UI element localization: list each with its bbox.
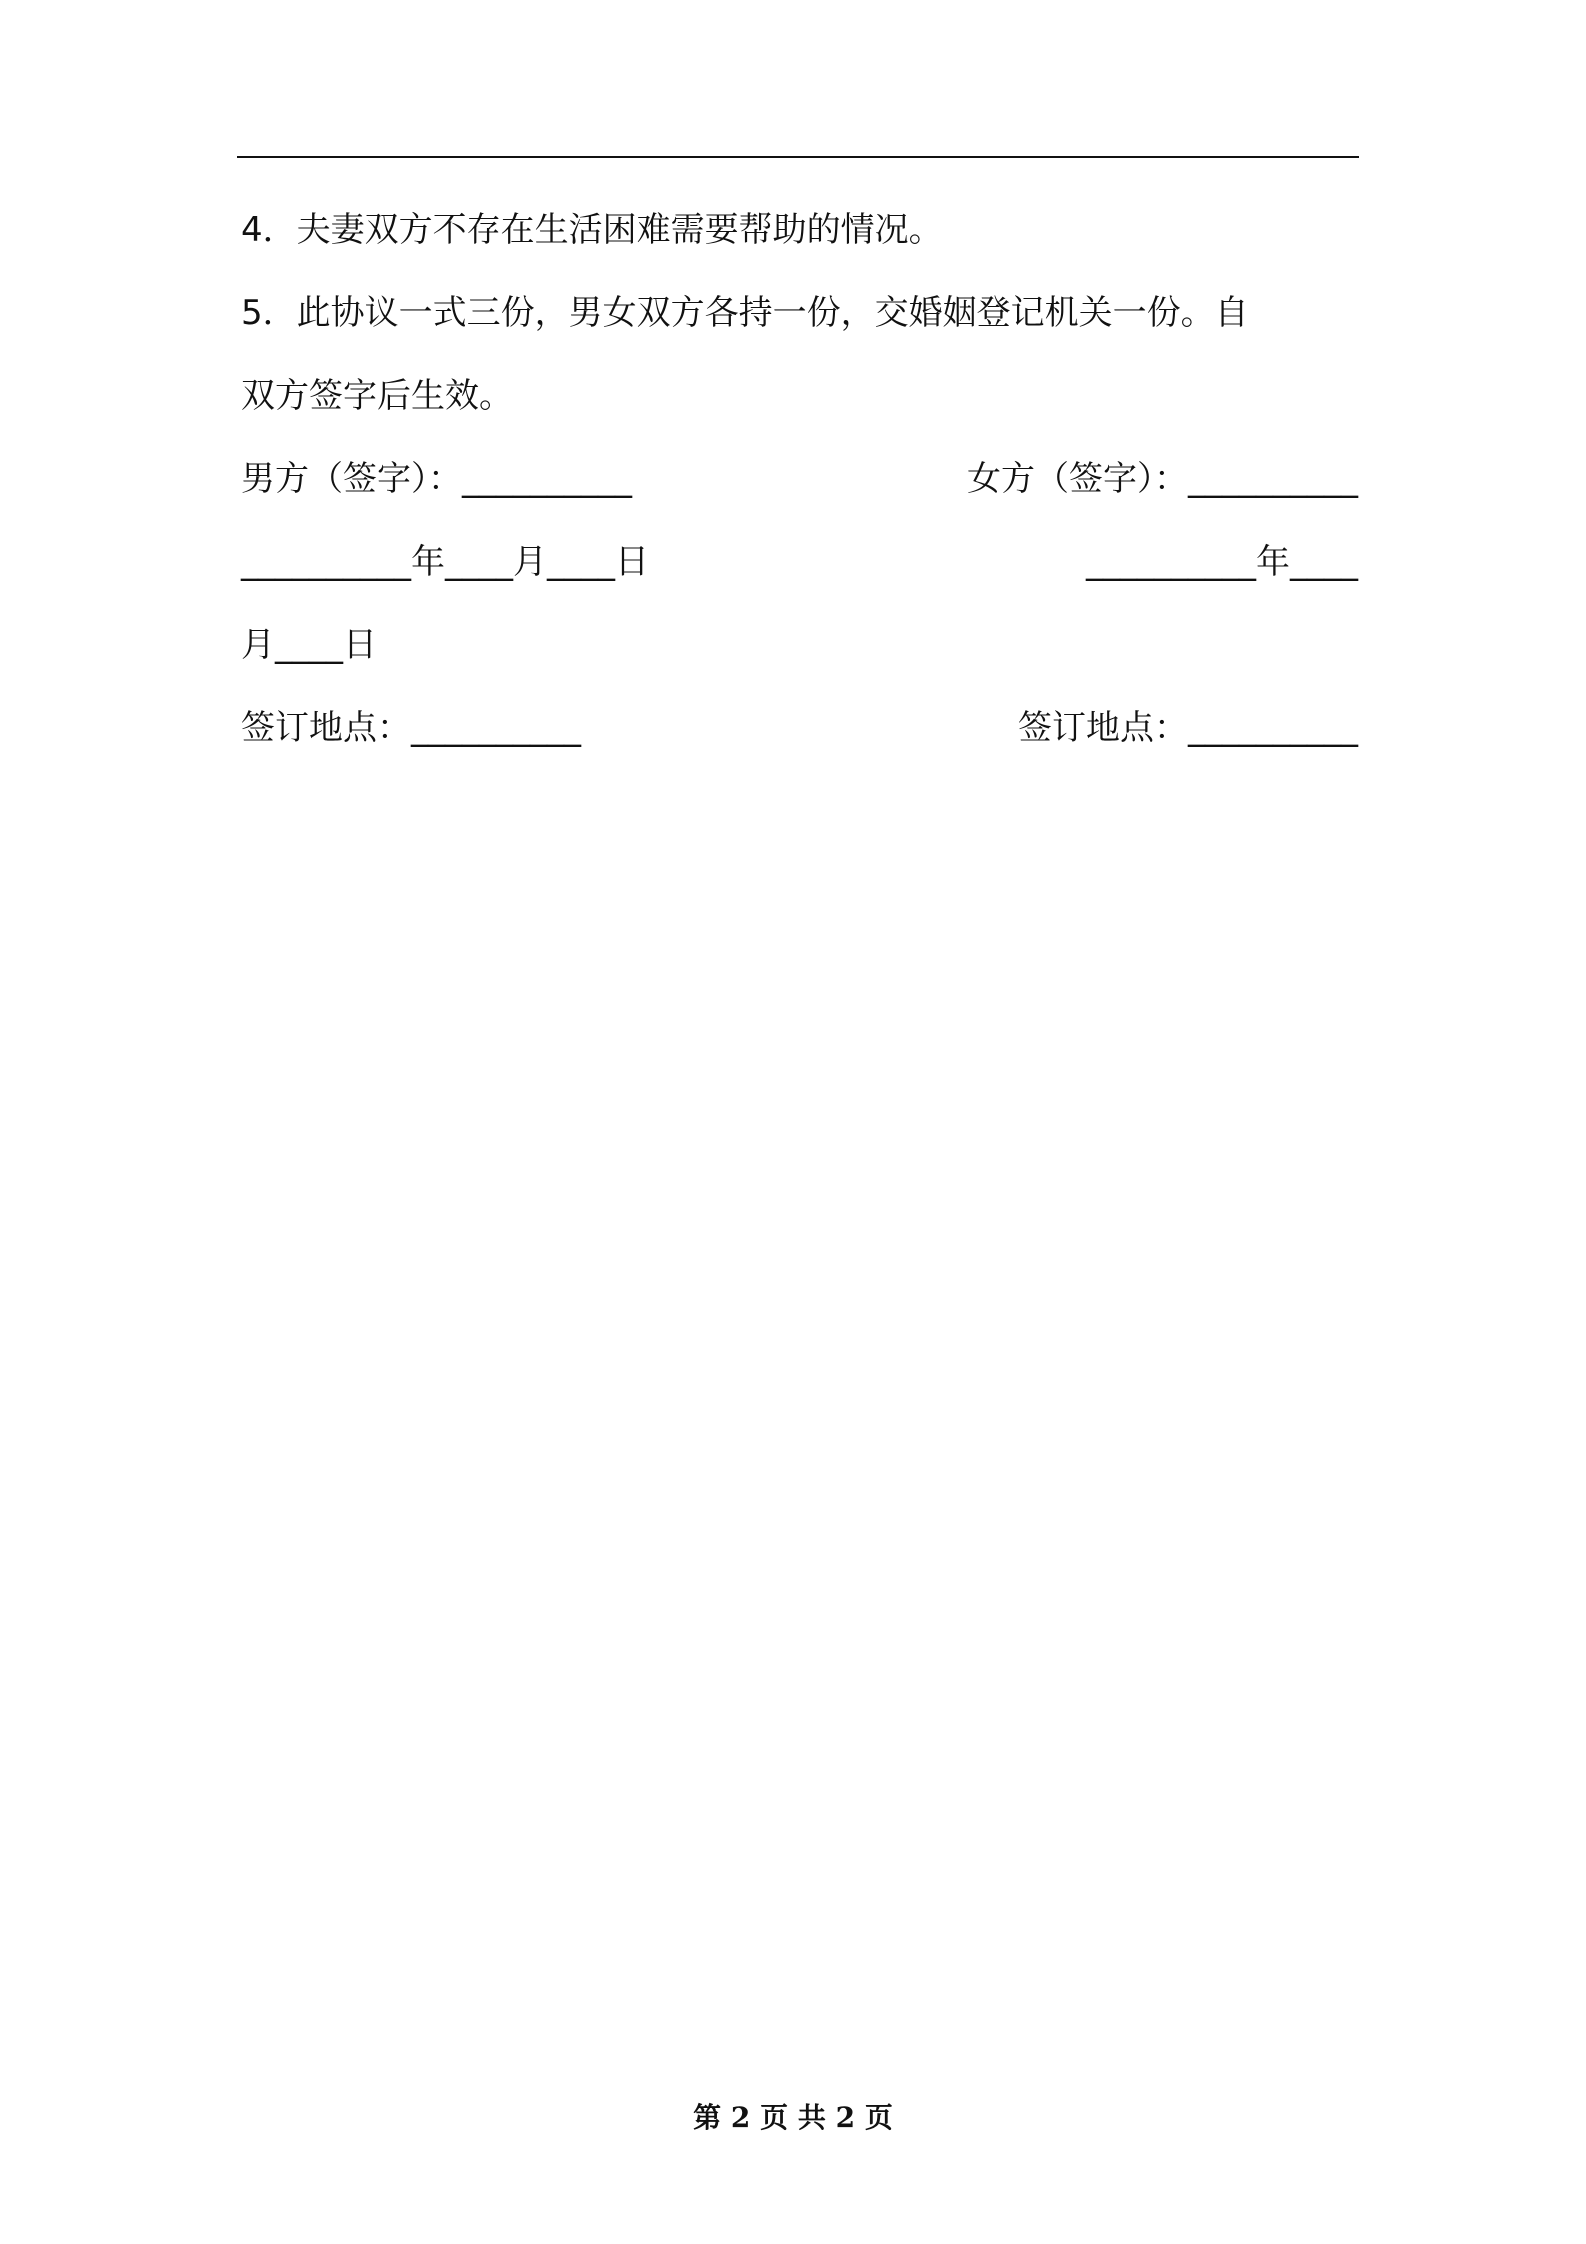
male-signing-place: 签订地点：__________: [241, 708, 581, 748]
page-number-label: 第 2 页 共 2 页: [693, 2101, 893, 2134]
female-signature-label: 女方（签字）：__________: [967, 459, 1358, 499]
page-footer: [0, 2101, 1586, 2135]
female-signature-date-continued: 月____日: [241, 625, 377, 665]
clause-4: 4．夫妻双方不存在生活困难需要帮助的情况。: [241, 210, 943, 250]
male-signature-label: 男方（签字）：__________: [241, 459, 632, 499]
header-rule: [237, 156, 1359, 158]
male-signature-date: __________年____月____日: [241, 542, 649, 582]
clause-5: 5．此协议一式三份，男女双方各持一份，交婚姻登记机关一份。自: [241, 293, 1249, 333]
female-signing-place: 签订地点：__________: [1018, 708, 1358, 748]
female-signature-date: __________年____: [1086, 542, 1358, 582]
clause-5-continued: 双方签字后生效。: [241, 376, 513, 416]
